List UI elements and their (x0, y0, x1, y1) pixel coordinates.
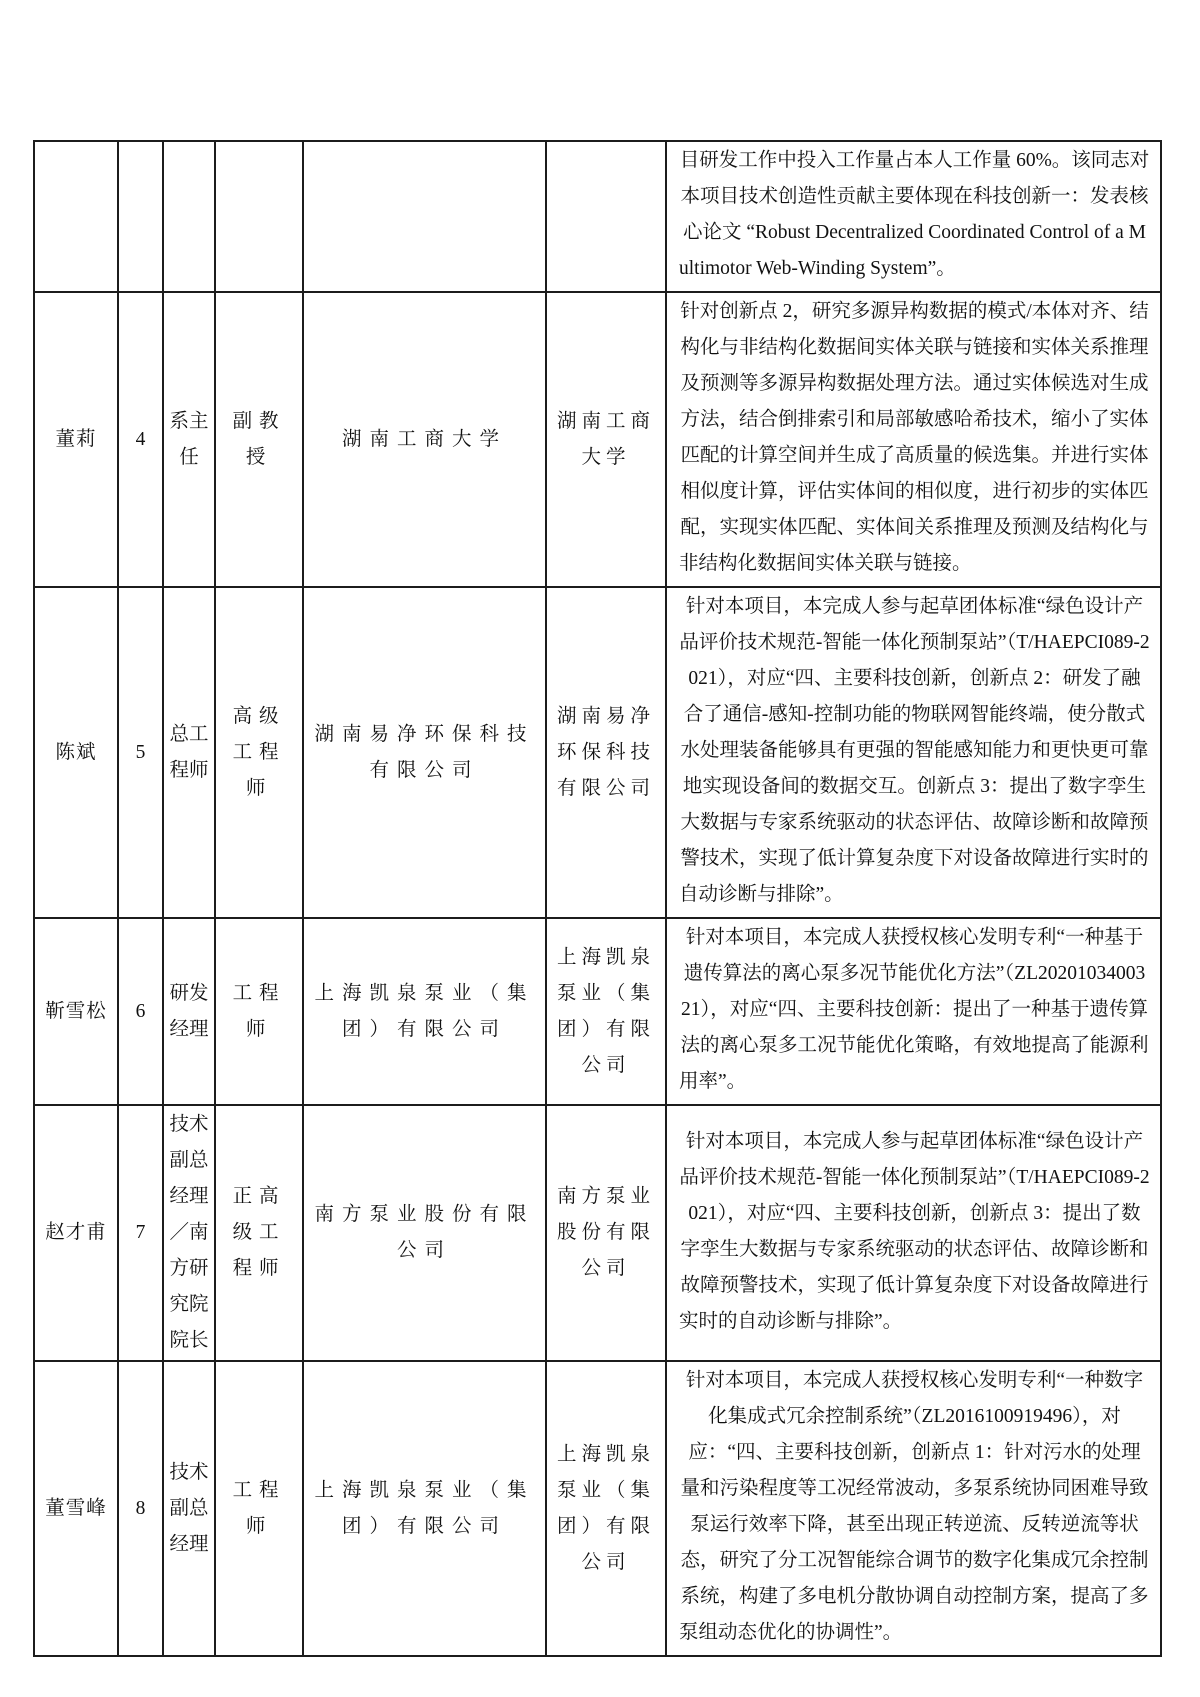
cell-title: 工程师 (215, 1361, 303, 1656)
cell-contribution: 针对本项目，本完成人参与起草团体标准“绿色设计产品评价技术规范-智能一体化预制泵站”（T/HAEPCI089-2021），对应“四、主要科技创新，创新点 2：研发了融合了通信-感知-控制功能的物联网智能终端，使分散式水处理装备能够具有更强的智能感知能力和更快更可靠地实现设备间的数据交互。创新点 3：提出了数字孪生大数据与专家系统驱动的状态评估、故障诊断和故障预警技术，实现了低计算复杂度下对设备故障进行实时的自动诊断与排除”。 (666, 587, 1161, 918)
table-row (34, 141, 1161, 292)
cell-contribution: 针对本项目，本完成人获授权核心发明专利“一种数字化集成式冗余控制系统”（ZL2016100919496），对应：“四、主要科技创新，创新点 1：针对污水的处理量和污染程度等工况经常波动，多泵系统协同困难导致泵运行效率下降，甚至出现正转逆流、反转逆流等状态，研究了分工况智能综合调节的数字化集成冗余控制系统，构建了多电机分散协调自动控制方案，提高了多泵组动态优化的协调性”。 (666, 1361, 1161, 1656)
cell-position: 技术副总经理 (163, 1361, 215, 1656)
cell-title: 副教授 (215, 292, 303, 587)
cell-position: 技术副总经理／南方研究院院长 (163, 1105, 215, 1361)
cell-rank: 6 (118, 918, 163, 1105)
cell-rank (118, 141, 163, 292)
cell-contribution: 针对本项目，本完成人参与起草团体标准“绿色设计产品评价技术规范-智能一体化预制泵站”（T/HAEPCI089-2021），对应“四、主要科技创新，创新点 3：提出了数字孪生大数据与专家系统驱动的状态评估、故障诊断和故障预警技术，实现了低计算复杂度下对设备故障进行实时的自动诊断与排除”。 (666, 1105, 1161, 1361)
cell-name: 赵才甫 (34, 1105, 118, 1361)
cell-position: 系主任 (163, 292, 215, 587)
cell-work-unit: 湖南工商大学 (303, 292, 546, 587)
cell-name: 董莉 (34, 292, 118, 587)
cell-work-unit: 上海凯泉泵业（集团）有限公司 (303, 1361, 546, 1656)
table-row (34, 918, 1161, 1105)
cell-title: 工程师 (215, 918, 303, 1105)
cell-completion-unit: 上海凯泉泵业（集团）有限公司 (546, 1361, 666, 1656)
cell-work-unit: 湖南易净环保科技有限公司 (303, 587, 546, 918)
cell-name (34, 141, 118, 292)
cell-work-unit: 南方泵业股份有限公司 (303, 1105, 546, 1361)
cell-completion-unit: 湖南易净环保科技有限公司 (546, 587, 666, 918)
cell-rank: 4 (118, 292, 163, 587)
cell-position: 研发经理 (163, 918, 215, 1105)
cell-completion-unit (546, 141, 666, 292)
table-row (34, 292, 1161, 587)
cell-contribution: 针对创新点 2，研究多源异构数据的模式/本体对齐、结构化与非结构化数据间实体关联与链接和实体关系推理及预测等多源异构数据处理方法。通过实体候选对生成方法，结合倒排索引和局部敏感哈希技术，缩小了实体匹配的计算空间并生成了高质量的候选集。并进行实体相似度计算，评估实体间的相似度，进行初步的实体匹配，实现实体匹配、实体间关系推理及预测及结构化与非结构化数据间实体关联与链接。 (666, 292, 1161, 587)
cell-rank: 7 (118, 1105, 163, 1361)
contributors-table (33, 140, 1162, 1657)
cell-name: 董雪峰 (34, 1361, 118, 1656)
cell-position: 总工程师 (163, 587, 215, 918)
table-row (34, 1105, 1161, 1361)
cell-name: 靳雪松 (34, 918, 118, 1105)
cell-contribution: 目研发工作中投入工作量占本人工作量 60%。该同志对本项目技术创造性贡献主要体现在科技创新一：发表核心论文 “Robust Decentralized Coordinated Control of a Multimotor Web-Winding System”。 (666, 141, 1161, 292)
cell-work-unit (303, 141, 546, 292)
table-row (34, 587, 1161, 918)
cell-name: 陈斌 (34, 587, 118, 918)
cell-title: 高级工程师 (215, 587, 303, 918)
cell-work-unit: 上海凯泉泵业（集团）有限公司 (303, 918, 546, 1105)
cell-contribution: 针对本项目，本完成人获授权核心发明专利“一种基于遗传算法的离心泵多况节能优化方法”（ZL2020103400321），对应“四、主要科技创新：提出了一种基于遗传算法的离心泵多工况节能优化策略，有效地提高了能源利用率”。 (666, 918, 1161, 1105)
cell-completion-unit: 湖南工商大学 (546, 292, 666, 587)
cell-title (215, 141, 303, 292)
cell-position (163, 141, 215, 292)
cell-rank: 5 (118, 587, 163, 918)
cell-rank: 8 (118, 1361, 163, 1656)
table-row (34, 1361, 1161, 1656)
cell-title: 正高级工程师 (215, 1105, 303, 1361)
cell-completion-unit: 南方泵业股份有限公司 (546, 1105, 666, 1361)
cell-completion-unit: 上海凯泉泵业（集团）有限公司 (546, 918, 666, 1105)
